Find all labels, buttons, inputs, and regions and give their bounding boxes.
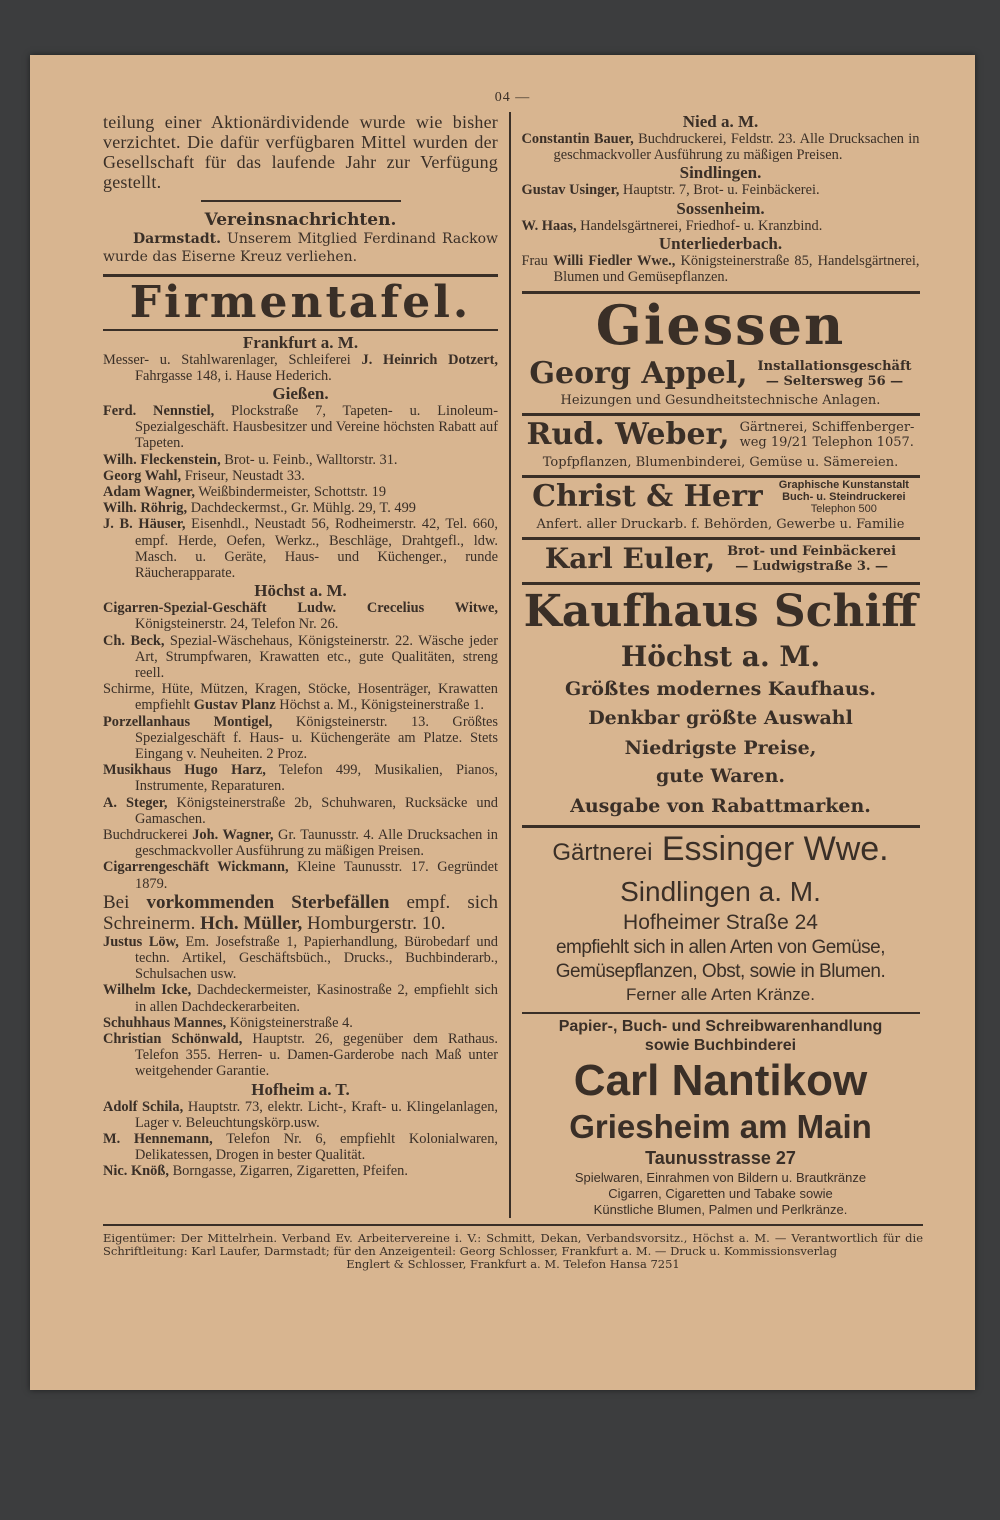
entry-text: Kleine Taunusstr. 17. Gegründet 1879. — [135, 859, 498, 892]
ad-line: — Ludwigstraße 3. — — [735, 559, 888, 575]
imprint-printer: Englert & Schlosser, Frankfurt a. M. Telefon Hansa 7251 — [346, 1257, 680, 1272]
entry-text: Plockstraße 7, Tapeten- u. Linoleum-Spezialgeschäft. Hausbesitzer und Vereine höchsten Rabatt auf Tapeten. — [135, 402, 498, 452]
ad-name: Georg Appel, — [529, 356, 748, 392]
entry-name: Constantin Bauer, — [521, 131, 634, 147]
entry-name: J. B. Häuser, — [103, 516, 186, 533]
directory-entry — [103, 484, 498, 500]
entry-name: Adolf Schila, — [103, 1098, 184, 1115]
ad-line: Gärtnerei, Schiffenberger- — [739, 420, 915, 436]
entry-text: empf. sich Schreinerm. — [103, 891, 498, 934]
entry-name: M. Hennemann, — [103, 1131, 213, 1148]
vereins-place: Darmstadt. — [133, 231, 221, 247]
directory-entry — [103, 1015, 498, 1031]
entry-name: Ferd. Nennstiel, — [103, 402, 215, 419]
entry-text: Höchst a. M., Königsteinerstraße 1. — [275, 697, 484, 714]
place-heading: Höchst a. M. — [254, 581, 347, 601]
entry-name: Schuhhaus Mannes, — [103, 1014, 227, 1031]
entry-text: Brot- u. Feinb., Walltorstr. 31. — [220, 451, 398, 468]
entry-name: Christian Schönwald, — [103, 1031, 243, 1048]
entry-text: Homburgerstr. 10. — [302, 912, 446, 934]
entry-text: Gr. Taunusstr. 4. Alle Drucksachen in geschmackvoller Ausführung zu mäßigen Preisen. — [135, 826, 498, 860]
directory-entry — [103, 468, 498, 484]
page-number: 04 — — [494, 90, 531, 105]
ad-line: Buch- u. Steindruckerei — [782, 491, 906, 504]
ad-name: Karl Euler, — [544, 542, 716, 576]
ad-kaufhaus-schiff — [522, 585, 920, 823]
directory-entry — [103, 1163, 498, 1179]
entry-prefix: Schirme, Hüte, Mützen, Kragen, Stöcke, Hosenträger, Krawatten empfiehlt — [103, 681, 498, 714]
entry-name: Nic. Knöß, — [103, 1163, 169, 1180]
directory-entry — [103, 714, 498, 763]
ad-line: Cigarren, Cigaretten und Tabake sowie — [608, 1186, 833, 1202]
entry-prefix: Bei — [103, 891, 147, 913]
ad-line: Künstliche Blumen, Palmen und Perlkränze. — [593, 1202, 848, 1218]
entry-name: Gustav Planz — [193, 697, 276, 714]
newspaper-page — [30, 55, 975, 1390]
columns — [103, 112, 921, 1218]
intro-paragraph: teilung einer Aktionärdividende wurde wie bisher verzichtet. Die dafür verfügbaren Mittel wurden der Gesellschaft für das laufende Jahr zur Verfügung gestellt. — [103, 112, 498, 192]
ad-line: Gemüsepflanzen, Obst, sowie in Blumen. — [555, 961, 886, 983]
entry-prefix: Buchdruckerei — [103, 826, 193, 843]
ad-georg-appel — [522, 356, 920, 409]
entry-text: Spezial-Wäschehaus, Königsteinerstr. 22. Wäsche jeder Art, Strumpfwaren, Krawatten etc., gute Qualitäten, streng reell. — [135, 632, 498, 681]
directory-entry — [522, 182, 920, 198]
place-heading: Unterliederbach. — [658, 233, 783, 253]
ad-place: Höchst a. M. — [620, 640, 821, 674]
entry-text: Königsteinerstraße 2b, Schuhwaren, Rucksäcke und Gamaschen. — [135, 794, 498, 827]
divider — [201, 200, 401, 202]
entry-name: Willi Fiedler Wwe., — [553, 252, 676, 269]
ad-rud-weber — [522, 416, 920, 471]
directory-entry — [103, 1031, 498, 1080]
entry-name: Wilh. Röhrig, — [103, 500, 188, 517]
directory-entry — [103, 681, 498, 713]
ad-christ-herr — [522, 478, 920, 533]
ad-line: weg 19/21 Telephon 1057. — [739, 435, 914, 451]
vereins-body: Unserem Mitglied Ferdinand Rackow wurde das Eiserne Kreuz verliehen. — [103, 231, 498, 265]
entry-text: Hauptstr. 73, elektr. Licht-, Kraft- u. Klingelanlagen, Lager v. Beleuchtungskörp.usw. — [135, 1098, 498, 1131]
entry-name: vorkommenden Sterbefällen — [146, 891, 390, 913]
directory-entry — [103, 352, 498, 384]
place-heading: Sossenheim. — [676, 198, 765, 218]
ad-line: Ferner alle Arten Kränze. — [626, 985, 815, 1005]
entry-name: Ch. Beck, — [103, 632, 165, 649]
entry-name: Adam Wagner, — [103, 483, 195, 500]
vereins-text — [103, 230, 498, 266]
place-heading: Hofheim a. T. — [251, 1079, 350, 1099]
ad-subline: Heizungen und Gesundheitstechnische Anlagen. — [560, 393, 881, 409]
entry-text: Telefon 499, Musikalien, Pianos, Instrumente, Reparaturen. — [135, 762, 498, 795]
ad-place: Griesheim am Main — [569, 1108, 872, 1146]
ad-line: Graphische Kunstanstalt — [778, 479, 909, 492]
ad-karl-euler — [522, 540, 920, 578]
entry-text: Weißbindermeister, Schottstr. 19 — [194, 483, 387, 500]
ad-name: Rud. Weber, — [526, 417, 730, 453]
entry-prefix: Messer- u. Stahlwarenlager, Schleiferei — [103, 351, 362, 368]
entry-prefix: Frau — [521, 252, 554, 269]
directory-left — [103, 333, 498, 1180]
ad-line: Papier-, Buch- und Schreibwarenhandlung — [558, 1018, 883, 1036]
directory-entry — [103, 762, 498, 794]
ad-line: empfiehlt sich in allen Arten von Gemüse, — [555, 937, 886, 959]
ad-essinger — [522, 828, 920, 1006]
directory-entry — [103, 516, 498, 581]
directory-entry — [103, 934, 498, 983]
footer-rule — [103, 1224, 923, 1226]
ad-line: Niedrigste Preise, — [624, 737, 817, 760]
ad-name: Kaufhaus Schiff — [523, 586, 918, 638]
ad-line: sowie Buchbinderei — [644, 1037, 797, 1055]
entry-name: A. Steger, — [103, 794, 168, 811]
entry-name: W. Haas, — [521, 217, 577, 234]
column-divider — [509, 112, 511, 1218]
ad-subline: Topfpflanzen, Blumenbinderei, Gemüse u. Sämereien. — [542, 455, 899, 471]
entry-name: Musikhaus Hugo Harz, — [103, 762, 266, 779]
entry-text: Borngasse, Zigarren, Zigaretten, Pfeifen. — [168, 1163, 408, 1180]
entry-name: Hch. Müller, — [200, 912, 303, 934]
entry-name: Porzellanhaus Montigel, — [103, 713, 273, 730]
entry-name: Joh. Wagner, — [192, 826, 274, 843]
ad-line: Brot- und Feinbäckerei — [727, 544, 897, 560]
entry-text: Dachdeckermeister, Kasinostraße 2, empfiehlt sich in allen Dachdeckerarbeiten. — [135, 982, 499, 1015]
place-heading: Frankfurt a. M. — [242, 332, 359, 352]
entry-text: Handelsgärtnerei, Friedhof- u. Kranzbind. — [576, 217, 823, 234]
directory-entry — [103, 1131, 498, 1163]
divider — [103, 329, 498, 331]
entry-text: Eisenhdl., Neustadt 56, Rodheimerstr. 42, Tel. 660, empf. Herde, Oefen, Werkz., Beschläge, Drahtgefl., ldw. Masch. u. Geräte, Haus- und Küchenger., runde Räucherapparate. — [135, 516, 498, 581]
place-heading: Nied a. M. — [682, 112, 759, 131]
ad-giessen-title: Giessen — [595, 293, 846, 358]
ad-line: — Seltersweg 56 — — [765, 374, 904, 390]
entry-name: Justus Löw, — [103, 933, 179, 950]
entry-name: Wilhelm Icke, — [103, 982, 192, 999]
ad-carl-nantikow — [522, 1017, 920, 1218]
ad-line: Größtes modernes Kaufhaus. — [565, 678, 876, 701]
ad-name: Essinger Wwe. — [661, 830, 889, 869]
entry-text: Hauptstr. 7, Brot- u. Feinbäckerei. — [619, 182, 820, 199]
ad-line: Telephon 500 — [810, 503, 877, 516]
ad-street: Hofheimer Straße 24 — [623, 911, 818, 935]
entry-name: J. Heinrich Dotzert, — [361, 351, 498, 368]
ad-name: Carl Nantikow — [573, 1056, 868, 1106]
directory-entry — [103, 452, 498, 468]
directory-entry — [103, 795, 498, 827]
directory-entry — [103, 827, 498, 859]
directory-entry — [103, 500, 498, 516]
entry-name: Wilh. Fleckenstein, — [103, 451, 221, 468]
place-heading: Gießen. — [272, 383, 329, 403]
entry-text: Königsteinerstraße 4. — [226, 1014, 353, 1031]
directory-entry — [103, 1099, 498, 1131]
imprint-text: Eigentümer: Der Mittelrhein. Verband Ev. Arbeitervereine i. V.: Schmitt, Dekan, Verbandsvorsitz., Höchst a. M. — Verantwortlich für die Schriftleitung: Karl Laufer, Darmstadt; für den Anzeigenteil: Georg Schlosser, Frankfurt a. M. — Druck u. Kommissionsverlag — [103, 1231, 923, 1259]
directory-entry — [103, 403, 498, 452]
entry-text: Königsteinerstr. 24, Telefon Nr. 26. — [135, 616, 339, 633]
ad-line: gute Waren. — [655, 765, 786, 788]
imprint — [103, 1232, 923, 1271]
entry-text: Königsteinerstraße 85, Handelsgärtnerei, Blumen und Gemüsepflanzen. — [553, 252, 920, 286]
ad-line: Denkbar größte Auswahl — [588, 707, 853, 730]
entry-name: Cigarrengeschäft Wickmann, — [103, 859, 289, 876]
ad-street: Taunusstrasse 27 — [645, 1148, 796, 1169]
entry-text: Friseur, Neustadt 33. — [181, 467, 305, 484]
entry-text: Dachdeckermst., Gr. Mühlg. 29, T. 499 — [187, 500, 416, 517]
directory-entry — [522, 131, 920, 163]
ad-line: Installationsgeschäft — [757, 359, 912, 375]
entry-text: Königsteinerstr. 13. Größtes Spezialgeschäft f. Haus- u. Küchengeräte am Platze. Stets Eingang v. Neuheiten. 2 Proz. — [135, 713, 498, 762]
directory-entry — [522, 218, 920, 234]
entry-text: Buchdruckerei, Feldstr. 23. Alle Drucksachen in geschmackvoller Ausführung zu mäßigen Preisen. — [553, 131, 920, 164]
ad-place: Sindlingen a. M. — [620, 876, 821, 908]
entry-name: Gustav Usinger, — [521, 182, 620, 199]
ad-line: Ausgabe von Rabattmarken. — [570, 795, 871, 818]
directory-entry — [103, 859, 498, 891]
entry-text: Em. Josefstraße 1, Papierhandlung, Bürobedarf und techn. Artikel, Geschäftsbüch., Drucks., Buchbinderarb., Schulsachen usw. — [135, 933, 498, 983]
entry-text: Hauptstr. 26, gegenüber dem Rathaus. Telefon 355. Herren- u. Damen-Garderobe nach Maß unter weitgehender Garantie. — [135, 1031, 498, 1080]
ad-line: Spielwaren, Einrahmen von Bildern u. Brautkränze — [574, 1170, 867, 1186]
divider — [522, 1012, 920, 1014]
place-heading: Sindlingen. — [679, 163, 762, 183]
firmentafel-title: Firmentafel. — [129, 277, 472, 328]
directory-entry — [103, 633, 498, 682]
ad-name: Christ & Herr — [532, 479, 763, 515]
entry-name: Cigarren-Spezial-Geschäft Ludw. Crecelius Witwe, — [103, 600, 498, 617]
entry-name: Georg Wahl, — [103, 467, 182, 484]
directory-entry — [103, 892, 498, 934]
vereins-heading: Vereinsnachrichten. — [204, 210, 397, 230]
entry-text: Fahrgasse 148, i. Hause Hederich. — [135, 367, 332, 384]
directory-right — [522, 112, 920, 285]
right-column — [522, 112, 920, 1218]
directory-entry — [103, 982, 498, 1014]
entry-text: Telefon Nr. 6, empfiehlt Kolonialwaren, Delikatessen, Drogen in bester Qualität. — [135, 1131, 498, 1164]
directory-entry — [522, 253, 920, 285]
ad-prefix: Gärtnerei — [552, 839, 653, 867]
ad-subline: Anfert. aller Druckarb. f. Behörden, Gewerbe u. Familie — [536, 517, 905, 533]
directory-entry — [103, 600, 498, 632]
left-column — [103, 112, 498, 1218]
